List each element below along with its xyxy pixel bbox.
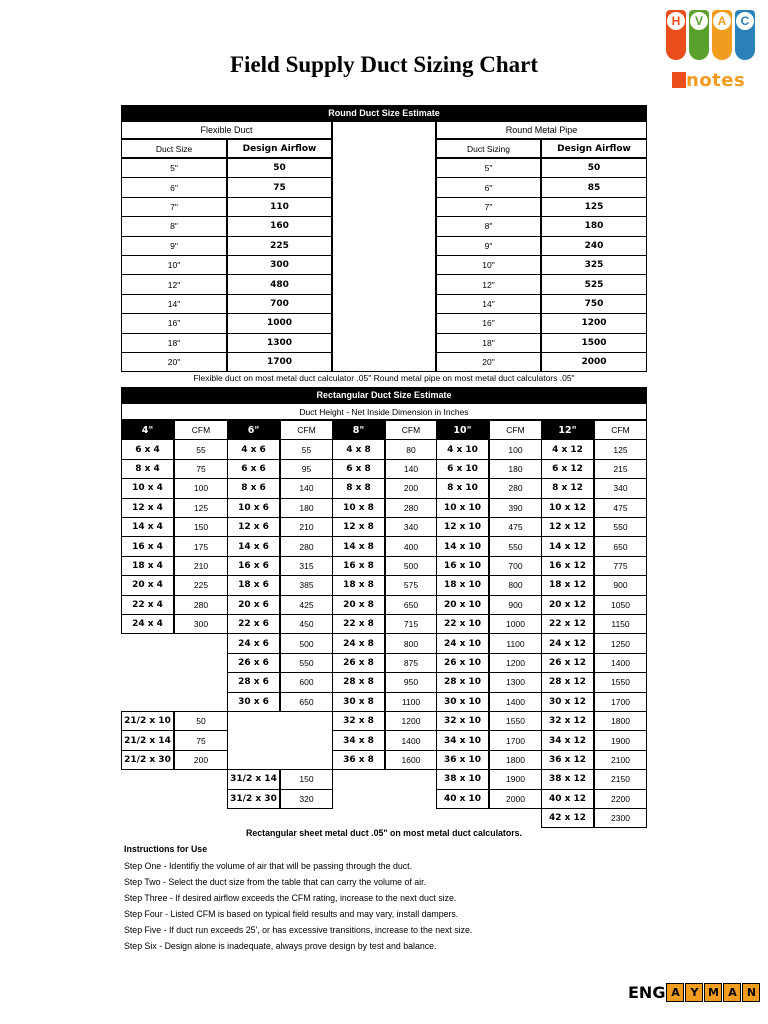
cfm-value: 775 (594, 556, 647, 576)
logo-tag: H (666, 10, 686, 60)
cfm-value: 1050 (594, 595, 647, 615)
duct-size: 12 x 12 (541, 517, 594, 537)
duct-size: 31/2 x 14 (227, 769, 280, 789)
cfm-value: 280 (489, 478, 542, 498)
duct-size: 40 x 10 (436, 789, 489, 809)
cfm-value: 715 (385, 614, 437, 634)
engayman-logo (628, 982, 760, 1002)
duct-size: 10 x 12 (541, 498, 594, 518)
duct-size: 10 x 4 (121, 478, 174, 498)
duct-size: 26 x 6 (227, 653, 280, 673)
cfm-value: 500 (280, 633, 333, 653)
duct-size: 12 x 6 (227, 517, 280, 537)
cfm-value: 450 (280, 614, 333, 634)
duct-size: 22 x 12 (541, 614, 594, 634)
cfm-value: 150 (280, 769, 333, 789)
duct-size: 12 x 4 (121, 498, 174, 518)
duct-size: 8 x 12 (541, 478, 594, 498)
duct-size: 36 x 12 (541, 750, 594, 770)
duct-size: 10 x 6 (227, 498, 280, 518)
cfm-value: 1400 (489, 692, 542, 712)
duct-size: 26 x 8 (332, 653, 385, 673)
cfm-value: 2000 (489, 789, 542, 809)
footer-eng-text: ENG (628, 982, 666, 1002)
duct-size: 22 x 4 (121, 595, 174, 615)
metal-size: 16" (436, 313, 541, 333)
flex-size: 20" (121, 352, 227, 372)
metal-airflow: 750 (541, 294, 647, 314)
cfm-value: 1800 (594, 711, 647, 731)
duct-size: 20 x 8 (332, 595, 385, 615)
cfm-value: 1550 (594, 672, 647, 692)
duct-size: 16 x 4 (121, 536, 174, 556)
duct-size: 4 x 12 (541, 439, 594, 459)
flex-size: 12" (121, 274, 227, 294)
cfm-value: 800 (385, 633, 437, 653)
duct-size: 28 x 12 (541, 672, 594, 692)
cfm-value: 900 (594, 575, 647, 595)
round-banner: Round Duct Size Estimate (121, 105, 647, 121)
instruction-step: Step Two - Select the duct size from the table that can carry the volume of air. (124, 877, 427, 887)
duct-size: 30 x 12 (541, 692, 594, 712)
duct-size: 34 x 12 (541, 730, 594, 750)
cfm-value: 1400 (385, 730, 437, 750)
page-title: Field Supply Duct Sizing Chart (230, 52, 538, 77)
cfm-value: 575 (385, 575, 437, 595)
height-header: 4" (121, 420, 174, 440)
duct-size: 42 x 12 (541, 808, 594, 828)
height-header: 12" (541, 420, 594, 440)
metal-size: 18" (436, 333, 541, 353)
flex-size: 10" (121, 255, 227, 275)
cfm-value: 2300 (594, 808, 647, 828)
flex-airflow: 75 (227, 177, 332, 197)
cfm-value: 650 (385, 595, 437, 615)
duct-size: 14 x 6 (227, 536, 280, 556)
cfm-value: 210 (280, 517, 333, 537)
cfm-value: 340 (385, 517, 437, 537)
duct-size: 18 x 12 (541, 575, 594, 595)
rect-banner: Rectangular Duct Size Estimate (121, 387, 647, 403)
cfm-header: CFM (280, 420, 333, 440)
duct-size: 32 x 8 (332, 711, 385, 731)
cfm-value: 320 (280, 789, 333, 809)
duct-size: 26 x 10 (436, 653, 489, 673)
metal-airflow: 1200 (541, 313, 647, 333)
logo-badge (672, 72, 686, 88)
cfm-value: 150 (174, 517, 228, 537)
cfm-value: 2100 (594, 750, 647, 770)
flex-airflow: 1700 (227, 352, 332, 372)
metal-airflow: 85 (541, 177, 647, 197)
duct-size: 8 x 4 (121, 459, 174, 479)
cfm-value: 1550 (489, 711, 542, 731)
cfm-value: 2200 (594, 789, 647, 809)
metal-airflow: 525 (541, 274, 647, 294)
cfm-value: 55 (280, 439, 333, 459)
cfm-value: 550 (489, 536, 542, 556)
metal-col1: Duct Sizing (436, 139, 541, 158)
cfm-value: 315 (280, 556, 333, 576)
duct-size: 18 x 4 (121, 556, 174, 576)
duct-size: 12 x 8 (332, 517, 385, 537)
flex-size: 9" (121, 236, 227, 256)
cfm-value: 75 (174, 459, 228, 479)
duct-size: 21/2 x 30 (121, 750, 174, 770)
duct-size: 36 x 10 (436, 750, 489, 770)
cfm-value: 900 (489, 595, 542, 615)
flex-size: 14" (121, 294, 227, 314)
duct-size: 4 x 8 (332, 439, 385, 459)
footer-letter-box: Y (685, 983, 703, 1002)
rect-note: Rectangular sheet metal duct .05" on most metal duct calculators. (246, 828, 522, 838)
duct-size: 32 x 12 (541, 711, 594, 731)
duct-size: 28 x 8 (332, 672, 385, 692)
metal-size: 10" (436, 255, 541, 275)
cfm-value: 125 (174, 498, 228, 518)
duct-size: 16 x 8 (332, 556, 385, 576)
cfm-value: 175 (174, 536, 228, 556)
duct-size: 6 x 6 (227, 459, 280, 479)
duct-size: 18 x 10 (436, 575, 489, 595)
duct-size: 16 x 10 (436, 556, 489, 576)
duct-size: 18 x 6 (227, 575, 280, 595)
duct-size: 22 x 10 (436, 614, 489, 634)
flex-airflow: 1000 (227, 313, 332, 333)
height-header: 6" (227, 420, 280, 440)
hvac-notes-logo (666, 10, 758, 90)
flex-size: 8" (121, 216, 227, 236)
duct-size: 24 x 10 (436, 633, 489, 653)
logo-tag: V (689, 10, 709, 60)
cfm-header: CFM (174, 420, 228, 440)
duct-size: 8 x 8 (332, 478, 385, 498)
duct-size: 8 x 10 (436, 478, 489, 498)
duct-size: 38 x 10 (436, 769, 489, 789)
cfm-value: 340 (594, 478, 647, 498)
cfm-value: 1000 (489, 614, 542, 634)
duct-size: 16 x 6 (227, 556, 280, 576)
duct-size: 40 x 12 (541, 789, 594, 809)
metal-size: 5" (436, 158, 541, 178)
duct-size: 10 x 10 (436, 498, 489, 518)
cfm-value: 180 (280, 498, 333, 518)
duct-size: 8 x 6 (227, 478, 280, 498)
duct-size: 18 x 8 (332, 575, 385, 595)
duct-size: 6 x 8 (332, 459, 385, 479)
metal-col2: Design Airflow (541, 139, 647, 158)
instructions-heading: Instructions for Use (124, 844, 208, 854)
cfm-value: 1250 (594, 633, 647, 653)
cfm-value: 210 (174, 556, 228, 576)
cfm-value: 280 (174, 595, 228, 615)
cfm-value: 550 (280, 653, 333, 673)
cfm-value: 280 (280, 536, 333, 556)
flex-airflow: 1300 (227, 333, 332, 353)
duct-size: 28 x 6 (227, 672, 280, 692)
flex-airflow: 160 (227, 216, 332, 236)
duct-size: 28 x 10 (436, 672, 489, 692)
duct-size: 14 x 8 (332, 536, 385, 556)
duct-size: 30 x 6 (227, 692, 280, 712)
cfm-value: 280 (385, 498, 437, 518)
cfm-value: 2150 (594, 769, 647, 789)
flex-airflow: 300 (227, 255, 332, 275)
duct-size: 14 x 10 (436, 536, 489, 556)
cfm-value: 200 (174, 750, 228, 770)
cfm-value: 1600 (385, 750, 437, 770)
cfm-value: 650 (280, 692, 333, 712)
duct-size: 4 x 6 (227, 439, 280, 459)
metal-airflow: 50 (541, 158, 647, 178)
duct-size: 24 x 12 (541, 633, 594, 653)
flex-size: 16" (121, 313, 227, 333)
duct-size: 21/2 x 14 (121, 730, 174, 750)
metal-size: 6" (436, 177, 541, 197)
cfm-value: 1100 (489, 633, 542, 653)
duct-size: 20 x 4 (121, 575, 174, 595)
footer-letter-box: M (704, 983, 722, 1002)
flex-airflow: 225 (227, 236, 332, 256)
logo-notes-text: notes (686, 70, 746, 91)
cfm-value: 1700 (594, 692, 647, 712)
cfm-header: CFM (594, 420, 647, 440)
metal-size: 12" (436, 274, 541, 294)
duct-size: 16 x 12 (541, 556, 594, 576)
cfm-value: 1700 (489, 730, 542, 750)
footer-letter-box: A (666, 983, 684, 1002)
cfm-value: 700 (489, 556, 542, 576)
instruction-step: Step Five - If duct run exceeds 25', or has excessive transitions, increase to the next size. (124, 925, 473, 935)
duct-size: 26 x 12 (541, 653, 594, 673)
cfm-value: 875 (385, 653, 437, 673)
cfm-value: 50 (174, 711, 228, 731)
cfm-value: 425 (280, 595, 333, 615)
duct-size: 6 x 4 (121, 439, 174, 459)
cfm-value: 140 (280, 478, 333, 498)
metal-size: 8" (436, 216, 541, 236)
cfm-value: 300 (174, 614, 228, 634)
flex-col2: Design Airflow (227, 139, 332, 158)
cfm-header: CFM (489, 420, 542, 440)
cfm-value: 800 (489, 575, 542, 595)
cfm-value: 1100 (385, 692, 437, 712)
metal-size: 7" (436, 197, 541, 217)
duct-size: 36 x 8 (332, 750, 385, 770)
height-header: 8" (332, 420, 385, 440)
metal-airflow: 125 (541, 197, 647, 217)
cfm-value: 80 (385, 439, 437, 459)
metal-airflow: 1500 (541, 333, 647, 353)
cfm-value: 550 (594, 517, 647, 537)
cfm-value: 125 (594, 439, 647, 459)
duct-size: 10 x 8 (332, 498, 385, 518)
footer-letter-box: A (723, 983, 741, 1002)
cfm-value: 390 (489, 498, 542, 518)
duct-size: 6 x 12 (541, 459, 594, 479)
instruction-step: Step One - Identifiy the volume of air that will be passing through the duct. (124, 861, 413, 871)
flex-title: Flexible Duct (121, 121, 332, 139)
cfm-value: 75 (174, 730, 228, 750)
metal-size: 9" (436, 236, 541, 256)
duct-size: 22 x 8 (332, 614, 385, 634)
cfm-value: 1400 (594, 653, 647, 673)
duct-size: 21/2 x 10 (121, 711, 174, 731)
round-spacer (332, 121, 436, 372)
cfm-value: 1200 (385, 711, 437, 731)
cfm-value: 500 (385, 556, 437, 576)
cfm-value: 140 (385, 459, 437, 479)
metal-airflow: 180 (541, 216, 647, 236)
cfm-value: 400 (385, 536, 437, 556)
metal-airflow: 2000 (541, 352, 647, 372)
flex-airflow: 480 (227, 274, 332, 294)
cfm-value: 100 (489, 439, 542, 459)
duct-size: 30 x 10 (436, 692, 489, 712)
cfm-value: 475 (594, 498, 647, 518)
cfm-value: 1900 (489, 769, 542, 789)
cfm-value: 1200 (489, 653, 542, 673)
duct-size: 22 x 6 (227, 614, 280, 634)
height-header: 10" (436, 420, 489, 440)
duct-size: 24 x 4 (121, 614, 174, 634)
flex-airflow: 700 (227, 294, 332, 314)
flex-size: 5" (121, 158, 227, 178)
cfm-value: 1300 (489, 672, 542, 692)
cfm-value: 475 (489, 517, 542, 537)
duct-size: 4 x 10 (436, 439, 489, 459)
duct-size: 31/2 x 30 (227, 789, 280, 809)
cfm-value: 215 (594, 459, 647, 479)
footer-letter-box: N (742, 983, 760, 1002)
duct-size: 24 x 8 (332, 633, 385, 653)
duct-size: 30 x 8 (332, 692, 385, 712)
cfm-value: 1800 (489, 750, 542, 770)
round-note: Flexible duct on most metal duct calculator .05" Round metal pipe on most metal duct calculators .05" (193, 373, 575, 383)
cfm-value: 55 (174, 439, 228, 459)
duct-size: 12 x 10 (436, 517, 489, 537)
cfm-value: 100 (174, 478, 228, 498)
duct-size: 34 x 8 (332, 730, 385, 750)
logo-tag: C (735, 10, 755, 60)
duct-size: 6 x 10 (436, 459, 489, 479)
duct-size: 24 x 6 (227, 633, 280, 653)
cfm-value: 200 (385, 478, 437, 498)
cfm-value: 600 (280, 672, 333, 692)
cfm-value: 950 (385, 672, 437, 692)
metal-title: Round Metal Pipe (436, 121, 647, 139)
cfm-value: 1900 (594, 730, 647, 750)
cfm-value: 225 (174, 575, 228, 595)
duct-size: 38 x 12 (541, 769, 594, 789)
duct-size: 20 x 12 (541, 595, 594, 615)
cfm-value: 1150 (594, 614, 647, 634)
flex-airflow: 110 (227, 197, 332, 217)
cfm-value: 95 (280, 459, 333, 479)
metal-airflow: 325 (541, 255, 647, 275)
duct-size: 20 x 6 (227, 595, 280, 615)
duct-size: 14 x 4 (121, 517, 174, 537)
duct-size: 14 x 12 (541, 536, 594, 556)
metal-size: 20" (436, 352, 541, 372)
duct-size: 20 x 10 (436, 595, 489, 615)
flex-size: 6" (121, 177, 227, 197)
flex-airflow: 50 (227, 158, 332, 178)
cfm-header: CFM (385, 420, 437, 440)
metal-size: 14" (436, 294, 541, 314)
logo-tag: A (712, 10, 732, 60)
flex-col1: Duct Size (121, 139, 227, 158)
duct-size: 34 x 10 (436, 730, 489, 750)
metal-airflow: 240 (541, 236, 647, 256)
cfm-value: 385 (280, 575, 333, 595)
flex-size: 7" (121, 197, 227, 217)
instruction-step: Step Six - Design alone is inadequate, always prove design by test and balance. (124, 941, 437, 951)
instruction-step: Step Four - Listed CFM is based on typical field results and may vary, install dampers. (124, 909, 459, 919)
duct-size: 32 x 10 (436, 711, 489, 731)
rect-subheader: Duct Height - Net Inside Dimension in Inches (121, 403, 647, 420)
cfm-value: 650 (594, 536, 647, 556)
instruction-step: Step Three - If desired airflow exceeds the CFM rating, increase to the next duct size. (124, 893, 457, 903)
flex-size: 18" (121, 333, 227, 353)
cfm-value: 180 (489, 459, 542, 479)
